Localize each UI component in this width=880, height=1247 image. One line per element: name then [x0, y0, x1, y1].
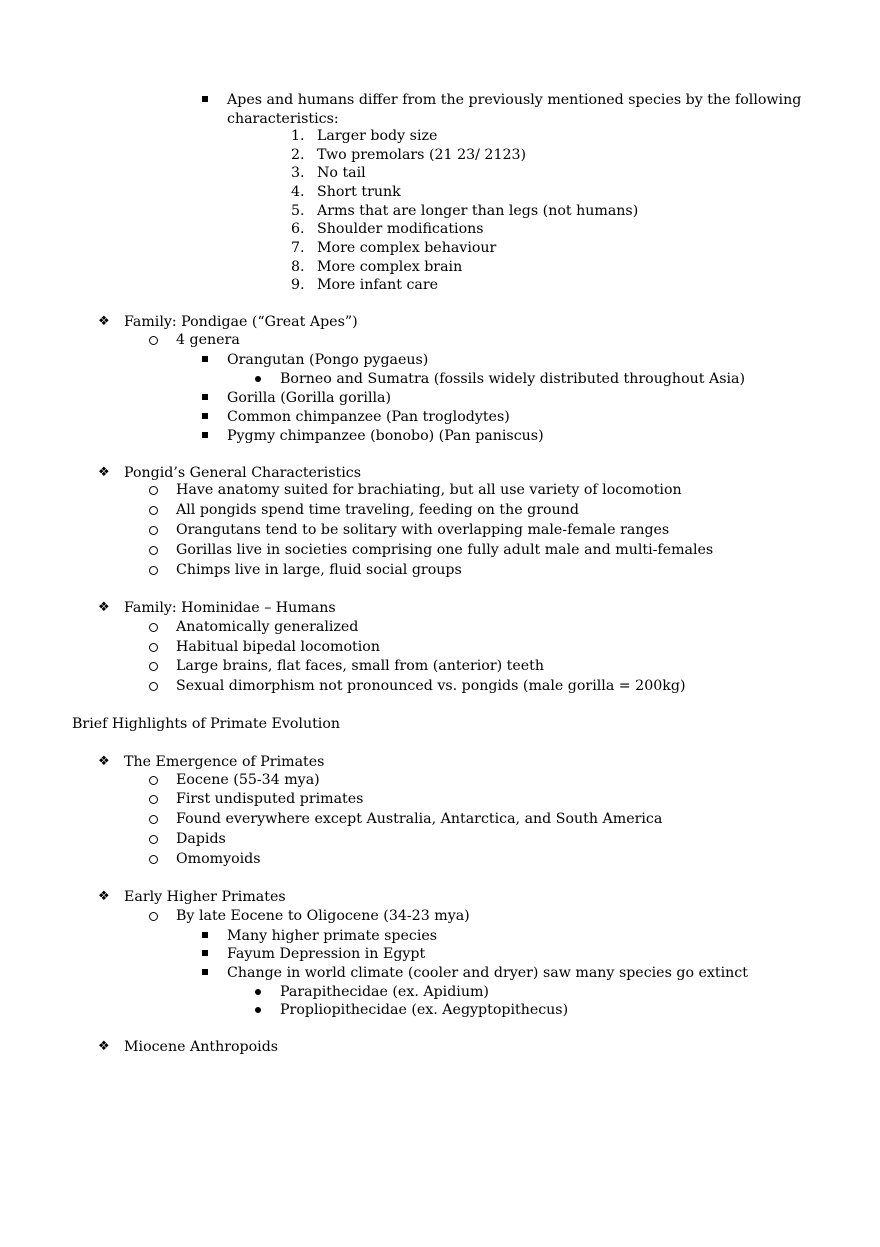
document-page: Apes and humans differ from the previously mentioned species by the following characteristics: 1. Larger body size 2. Two premolars (21 23/ 2123) 3. No tail 4. Short trunk 5. Arms that are longer than legs (not humans) 6. Shoulder modifications 7. More complex behaviour 8. More complex brain 9. More infant care ❖ Family: Pondigae (“Great Apes”) 4 genera Orangutan (Pongo pygaeus) Borneo and Sumatra (fossils widely distributed throughout Asia) Gorilla (Gorilla gorilla) Common chimpanzee (Pan troglodytes) Pygmy chimpanzee (bonobo) (Pan paniscus) ❖ Pongid’s General Characteristics Have anatomy suited for brachiating, but all use variety of locomotion All pongids spend time traveling, feeding on the ground Orangutans tend to be solitary with overlapping male-female ranges Gorillas live in societies comprising one fully adult male and multi-females Chimps live in large, fluid social groups ❖ Family: Hominidae – Humans Anatomically generalized Habitual bipedal locomotion Large brains, flat faces, small from (anterior) teeth Sexual dimorphism not pronounced vs. pongids (male gorilla = 200kg) Brief Highlights of Primate Evolution ❖ The Emergence of Primates Eocene (55-34 mya) First undisputed primates Found everywhere except Australia, Antarctica, and South America Dapids Omomyoids ❖ Early Higher Primates By late Eocene to Oligocene (34-23 mya) Many higher primate species Fayum Depression in Egypt Change in world climate (cooler and dryer) saw many species go extinct Parapithecidae (ex. Apidium) Propliopithecidae (ex. Aegyptopithecus) ❖ Miocene Anthropoids	[72, 92, 802, 1055]
square-bullet-icon	[202, 432, 208, 438]
circle-bullet-icon	[149, 855, 158, 864]
diamond-bullet-icon: ❖	[98, 754, 110, 769]
circle-bullet-icon	[149, 526, 158, 535]
circle-bullet-icon	[149, 336, 158, 345]
circle-bullet-icon	[149, 623, 158, 632]
circle-bullet-icon	[149, 682, 158, 691]
circle-bullet-icon	[149, 643, 158, 652]
circle-bullet-icon	[149, 815, 158, 824]
circle-bullet-icon	[149, 506, 158, 515]
diamond-bullet-icon: ❖	[98, 465, 110, 480]
dot-bullet-icon	[255, 1007, 261, 1013]
square-bullet-icon	[202, 932, 208, 938]
square-bullet-icon	[202, 950, 208, 956]
circle-bullet-icon	[149, 486, 158, 495]
diamond-bullet-icon: ❖	[98, 889, 110, 904]
square-bullet-icon	[202, 969, 208, 975]
diamond-bullet-icon: ❖	[98, 1039, 110, 1054]
square-bullet-icon	[202, 356, 208, 362]
square-bullet-icon	[202, 96, 208, 102]
diamond-bullet-icon: ❖	[98, 600, 110, 615]
circle-bullet-icon	[149, 776, 158, 785]
diamond-bullet-icon: ❖	[98, 314, 110, 329]
square-bullet-icon	[202, 413, 208, 419]
circle-bullet-icon	[149, 912, 158, 921]
circle-bullet-icon	[149, 835, 158, 844]
dot-bullet-icon	[255, 989, 261, 995]
square-bullet-icon	[202, 394, 208, 400]
circle-bullet-icon	[149, 546, 158, 555]
dot-bullet-icon	[255, 376, 261, 382]
circle-bullet-icon	[149, 566, 158, 575]
circle-bullet-icon	[149, 795, 158, 804]
circle-bullet-icon	[149, 662, 158, 671]
